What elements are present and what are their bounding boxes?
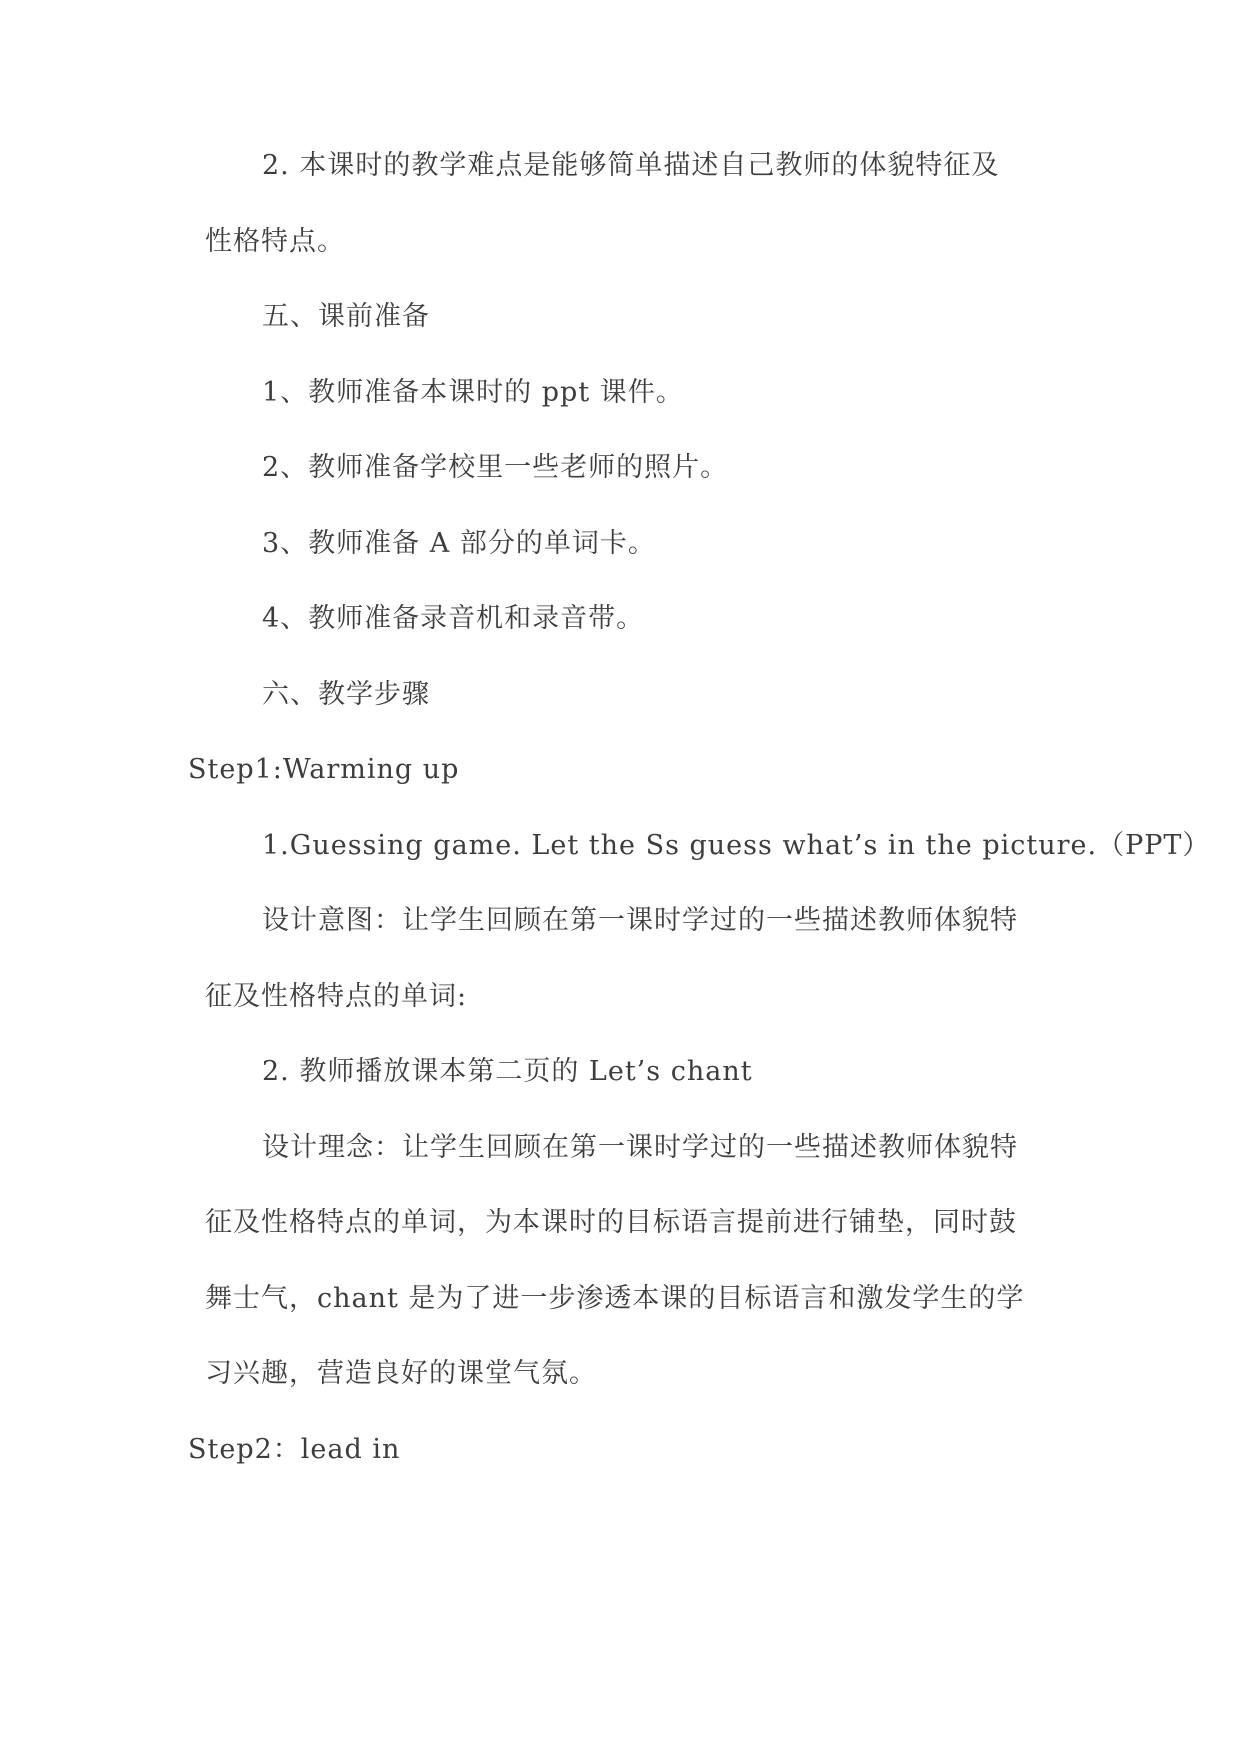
paragraph-line: 性格特点。 xyxy=(205,226,345,257)
paragraph-line: 征及性格特点的单词，为本课时的目标语言提前进行铺垫，同时鼓 xyxy=(205,1207,1017,1238)
paragraph-line: 舞士气，chant 是为了进一步渗透本课的目标语言和激发学生的学 xyxy=(205,1283,1025,1314)
paragraph-line: 设计意图：让学生回顾在第一课时学过的一些描述教师体貌特 xyxy=(262,905,1018,936)
paragraph-line: 征及性格特点的单词: xyxy=(205,981,468,1012)
section-heading: 六、教学步骤 xyxy=(262,679,430,710)
paragraph-line: 1.Guessing game. Let the Ss guess what’s in the picture.（PPT） xyxy=(262,830,1211,861)
list-item: 3、教师准备 A 部分的单词卡。 xyxy=(262,528,656,559)
paragraph-line: 设计理念：让学生回顾在第一课时学过的一些描述教师体貌特 xyxy=(262,1132,1018,1163)
section-heading: 五、课前准备 xyxy=(262,301,430,332)
step-heading: Step2：lead in xyxy=(188,1434,401,1465)
list-item: 1、教师准备本课时的 ppt 课件。 xyxy=(262,377,684,408)
list-item: 2、教师准备学校里一些老师的照片。 xyxy=(262,452,729,483)
paragraph-line: 习兴趣，营造良好的课堂气氛。 xyxy=(205,1358,597,1389)
list-item: 4、教师准备录音机和录音带。 xyxy=(262,603,645,634)
paragraph-line: 2. 本课时的教学难点是能够简单描述自己教师的体貌特征及 xyxy=(262,150,1000,181)
paragraph-line: 2. 教师播放课本第二页的 Let’s chant xyxy=(262,1056,753,1087)
step-heading: Step1:Warming up xyxy=(188,754,460,785)
